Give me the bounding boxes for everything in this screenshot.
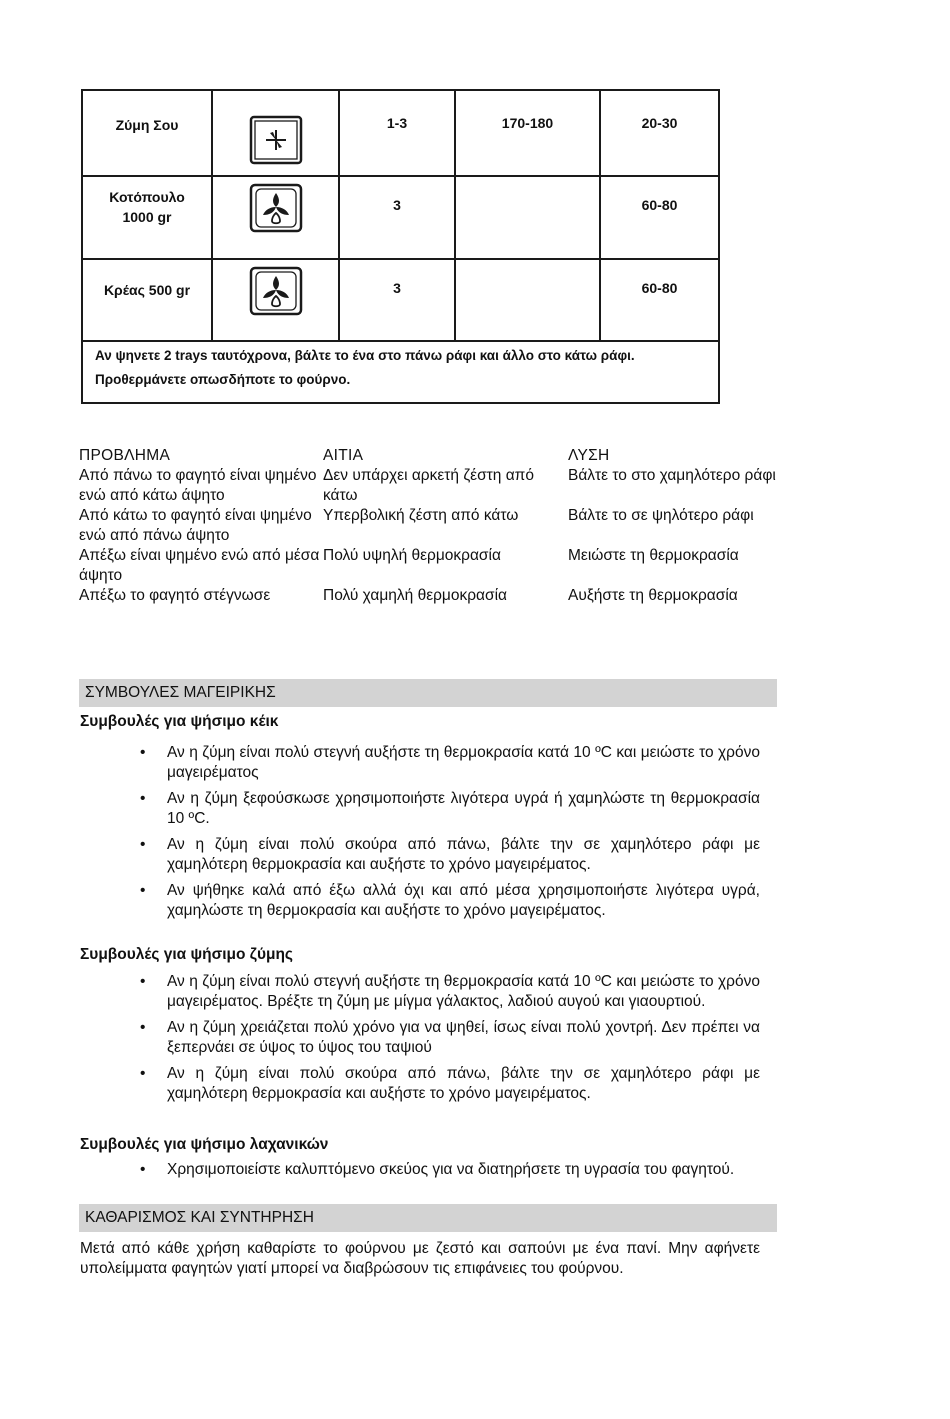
dough-tips-list — [80, 972, 760, 1110]
solution-text: Βάλτε το σε ψηλότερο ράφι — [568, 507, 754, 524]
troubleshooting-table — [79, 446, 799, 606]
table-row — [79, 546, 799, 586]
vegetable-tips-title: Συμβουλές για ψήσιμο λαχανικών — [80, 1136, 329, 1153]
troubleshooting-header — [79, 446, 799, 466]
shelf-cell: 3 — [339, 176, 455, 259]
temperature-cell: 170-180 — [455, 90, 600, 176]
problem-text: Από πάνω το φαγητό είναι ψημένο ενώ από κάτω άψητο — [79, 467, 317, 504]
mode-cell — [212, 90, 339, 176]
dough-tips-title: Συμβουλές για ψήσιμο ζύμης — [80, 946, 293, 963]
table-note-row — [82, 341, 719, 403]
list-item: • Αν η ζύμη είναι πολύ σκούρα από πάνω, βάλτε την σε χαμηλότερο ράφι με χαμηλότερη θερμοκρασία και αυξήστε το χρόνο μαγειρέματος. — [80, 1064, 760, 1104]
list-item: • Χρησιμοποιείστε καλυπτόμενο σκεύος για να διατηρήσετε τη υγρασία του φαγητού. — [80, 1160, 760, 1180]
table-row — [79, 506, 799, 546]
table-row — [82, 259, 719, 341]
time-cell: 60-80 — [600, 176, 719, 259]
list-item: • Αν η ζύμη είναι πολύ σκούρα από πάνω, βάλτε την σε χαμηλότερο ράφι με χαμηλότερη θερμοκρασία και αυξήστε το χρόνο μαγειρέματος. — [80, 835, 760, 875]
cause-text: Πολύ χαμηλή θερμοκρασία — [323, 587, 507, 604]
cause-text: Δεν υπάρχει αρκετή ζέστη από κάτω — [323, 467, 534, 504]
cause-text: Υπερβολική ζέστη από κάτω — [323, 507, 519, 524]
problem-text: Απέξω το φαγητό στέγνωσε — [79, 587, 271, 604]
table-row — [79, 586, 799, 606]
cooking-tips-heading: ΣΥΜΒΟΥΛΕΣ ΜΑΓΕΙΡΙΚΗΣ — [79, 679, 777, 707]
cause-text: Πολύ υψηλή θερμοκρασία — [323, 547, 501, 564]
food-cell: Ζύμη Σου — [82, 90, 212, 176]
table-note: Αν ψηνετε 2 trays ταυτόχρονα, βάλτε το ένα στο πάνω ράφι και άλλο στο κάτω ράφι. Προθερμάνετε οπωσδήποτε το φούρνο. — [82, 341, 719, 403]
cleaning-text: Μετά από κάθε χρήση καθαρίστε το φούρνου με ζεστό και σαπούνι με ένα πανί. Μην αφήνετε υπολείμματα φαγητών γιατί μπορεί να διαβρώσουν τις επιφάνειες του φούρνου. — [80, 1240, 760, 1277]
header-solution: ΛΥΣΗ — [568, 447, 610, 464]
problem-text: Απέξω είναι ψημένο ενώ από μέσα άψητο — [79, 547, 320, 584]
mode-cell — [212, 259, 339, 341]
fan-with-ring-heater-icon — [249, 115, 303, 165]
list-item: • Αν η ζύμη ξεφούσκωσε χρησιμοποιήστε λιγότερα υγρά ή χαμηλώστε τη θερμοκρασία 10 ºC. — [80, 789, 760, 829]
list-item: • Αν ψήθηκε καλά από έξω αλλά όχι και από μέσα χρησιμοποιήστε λιγότερα υγρά, χαμηλώστε τη θερμοκρασία και αυξήστε το χρόνο μαγειρέματος. — [80, 881, 760, 921]
temperature-cell — [455, 259, 600, 341]
cake-tips-list — [80, 743, 760, 927]
shelf-cell: 1-3 — [339, 90, 455, 176]
mode-cell — [212, 176, 339, 259]
table-row — [79, 466, 799, 506]
food-cell: Κρέας 500 gr — [82, 259, 212, 341]
grill-fan-icon — [249, 266, 303, 316]
table-row — [82, 176, 719, 259]
problem-text: Από κάτω το φαγητό είναι ψημένο ενώ από πάνω άψητο — [79, 507, 312, 544]
header-problem: ΠΡΟΒΛΗΜΑ — [79, 447, 171, 464]
vegetable-tips-list — [80, 1160, 760, 1186]
list-item: • Αν η ζύμη είναι πολύ στεγνή αυξήστε τη θερμοκρασία κατά 10 ºC και μειώστε το χρόνο μαγειρέματος. Βρέξτε τη ζύμη με μίγμα γάλακτος, λαδιού αυγού και γιαουρτιού. — [80, 972, 760, 1012]
cleaning-heading: ΚΑΘΑΡΙΣΜΟΣ ΚΑΙ ΣΥΝΤΗΡΗΣΗ — [79, 1204, 777, 1232]
temperature-cell — [455, 176, 600, 259]
solution-text: Αυξήστε τη θερμοκρασία — [568, 587, 738, 604]
table-row — [82, 90, 719, 176]
time-cell: 20-30 — [600, 90, 719, 176]
solution-text: Μειώστε τη θερμοκρασία — [568, 547, 739, 564]
solution-text: Βάλτε το στο χαμηλότερο ράφι — [568, 467, 776, 484]
list-item: • Αν η ζύμη χρειάζεται πολύ χρόνο για να ψηθεί, ίσως είναι πολύ χοντρή. Δεν πρέπει να ξεπερνάει σε ύψος το ύψος του ταψιού — [80, 1018, 760, 1058]
time-cell: 60-80 — [600, 259, 719, 341]
header-cause: ΑΙΤΙΑ — [323, 447, 364, 464]
food-cell: Κοτόπουλο 1000 gr — [82, 176, 212, 259]
cake-tips-title: Συμβουλές για ψήσιμο κέικ — [80, 713, 279, 730]
cooking-table — [81, 89, 720, 404]
grill-fan-icon — [249, 183, 303, 233]
list-item: • Αν η ζύμη είναι πολύ στεγνή αυξήστε τη θερμοκρασία κατά 10 ºC και μειώστε το χρόνο μαγειρέματος — [80, 743, 760, 783]
shelf-cell: 3 — [339, 259, 455, 341]
